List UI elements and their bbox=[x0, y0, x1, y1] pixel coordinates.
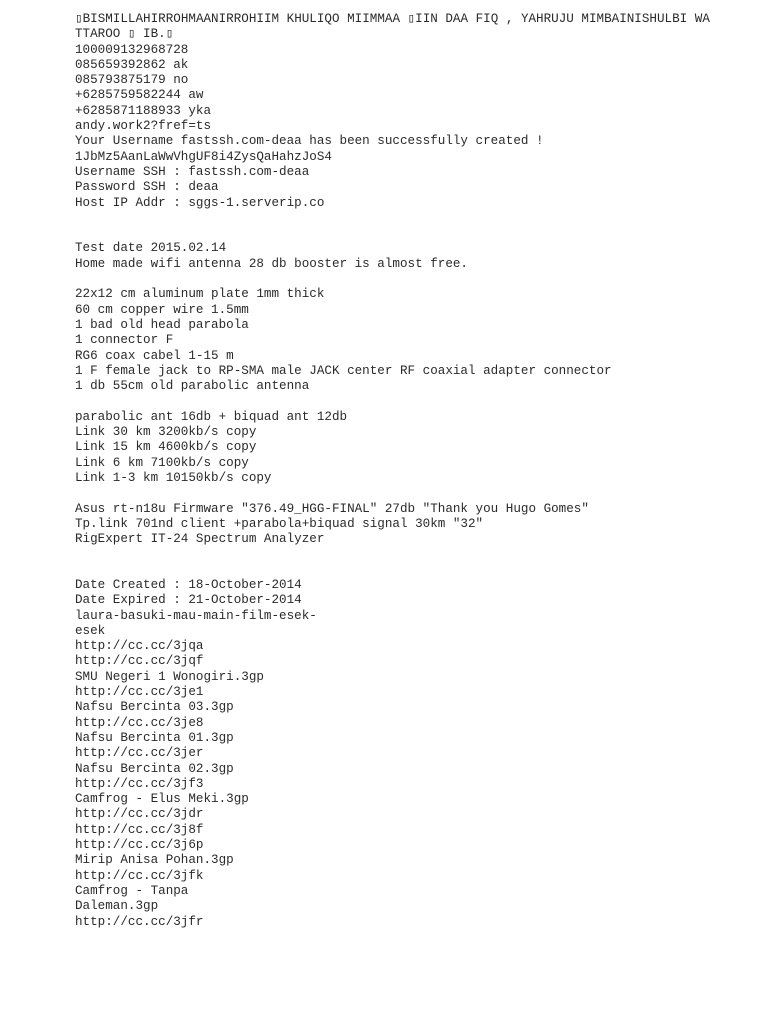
file-name-line: Daleman.3gp bbox=[75, 899, 159, 914]
file-name-line: Nafsu Bercinta 03.3gp bbox=[75, 700, 234, 715]
url-line: http://cc.cc/3jqf bbox=[75, 654, 204, 669]
text-line: andy.work2?fref=ts bbox=[75, 119, 212, 134]
text-line: RG6 coax cabel 1-15 m bbox=[75, 348, 234, 363]
text-line: TTAROO ▯ IB.▯ bbox=[75, 27, 174, 42]
text-line: RigExpert IT-24 Spectrum Analyzer bbox=[75, 532, 325, 547]
text-line: Your Username fastssh.com-deaa has been successfully created ! bbox=[75, 134, 544, 149]
text-line: Tp.link 701nd client +parabola+biquad signal 30km "32" bbox=[75, 516, 484, 531]
text-line: 1 connector F bbox=[75, 333, 174, 348]
file-name-line: Mirip Anisa Pohan.3gp bbox=[75, 853, 234, 868]
url-line: http://cc.cc/3je1 bbox=[75, 685, 204, 700]
url-line: http://cc.cc/3jfr bbox=[75, 914, 204, 929]
text-line: Password SSH : deaa bbox=[75, 180, 219, 195]
text-line: Link 15 km 4600kb/s copy bbox=[75, 440, 257, 455]
text-line: Link 6 km 7100kb/s copy bbox=[75, 455, 249, 470]
text-line: 60 cm copper wire 1.5mm bbox=[75, 302, 249, 317]
file-name-line: SMU Negeri 1 Wonogiri.3gp bbox=[75, 669, 264, 684]
text-line: 1 db 55cm old parabolic antenna bbox=[75, 379, 310, 394]
blank-line bbox=[75, 394, 735, 409]
text-line: esek bbox=[75, 623, 106, 638]
text-line: Username SSH : fastssh.com-deaa bbox=[75, 164, 310, 179]
text-line: Date Created : 18-October-2014 bbox=[75, 577, 302, 592]
number-line: +6285759582244 aw bbox=[75, 88, 204, 103]
text-line: Asus rt-n18u Firmware "376.49_HGG-FINAL" 27db "Thank you Hugo Gomes" bbox=[75, 501, 589, 516]
text-line: Link 30 km 3200kb/s copy bbox=[75, 425, 257, 440]
text-line: ▯BISMILLAHIRROHMAANIRROHIIM KHULIQO MIIMMAA ▯IIN DAA FIQ , YAHRUJU MIMBAINISHULBI WA bbox=[75, 12, 710, 26]
text-line: Host IP Addr : sggs-1.serverip.co bbox=[75, 195, 325, 210]
file-name-line: Nafsu Bercinta 01.3gp bbox=[75, 730, 234, 745]
text-line: 1 F female jack to RP-SMA male JACK center RF coaxial adapter connector bbox=[75, 363, 612, 378]
blank-line bbox=[75, 563, 735, 578]
text-line: laura-basuki-mau-main-film-esek- bbox=[75, 608, 317, 623]
url-line: http://cc.cc/3jer bbox=[75, 746, 204, 761]
blank-line bbox=[75, 211, 735, 226]
text-line: 22x12 cm aluminum plate 1mm thick bbox=[75, 287, 325, 302]
text-line: Home made wifi antenna 28 db booster is almost free. bbox=[75, 256, 468, 271]
text-line: Link 1-3 km 10150kb/s copy bbox=[75, 470, 272, 485]
url-line: http://cc.cc/3j8f bbox=[75, 822, 204, 837]
text-line: 1JbMz5AanLaWwVhgUF8i4ZysQaHahzJoS4 bbox=[75, 149, 332, 164]
text-line: Date Expired : 21-October-2014 bbox=[75, 593, 302, 608]
url-line: http://cc.cc/3jdr bbox=[75, 807, 204, 822]
file-name-line: Camfrog - Elus Meki.3gp bbox=[75, 792, 249, 807]
url-line: http://cc.cc/3jqa bbox=[75, 639, 204, 654]
document-page bbox=[75, 12, 735, 930]
text-line: parabolic ant 16db + biquad ant 12db bbox=[75, 409, 348, 424]
url-line: http://cc.cc/3jf3 bbox=[75, 776, 204, 791]
url-line: http://cc.cc/3je8 bbox=[75, 715, 204, 730]
text-line: Camfrog - Tanpa bbox=[75, 883, 189, 898]
number-line: 085793875179 no bbox=[75, 73, 189, 88]
text-line: 1 bad old head parabola bbox=[75, 317, 249, 332]
file-name-line: Nafsu Bercinta 02.3gp bbox=[75, 761, 234, 776]
url-line: http://cc.cc/3jfk bbox=[75, 868, 204, 883]
number-line: 085659392862 ak bbox=[75, 57, 189, 72]
blank-line bbox=[75, 272, 735, 287]
number-line: 100009132968728 bbox=[75, 42, 189, 57]
blank-line bbox=[75, 226, 735, 241]
text-line: Test date 2015.02.14 bbox=[75, 241, 227, 256]
number-line: +6285871188933 yka bbox=[75, 103, 212, 118]
blank-line bbox=[75, 547, 735, 562]
url-line: http://cc.cc/3j6p bbox=[75, 838, 204, 853]
blank-line bbox=[75, 486, 735, 501]
